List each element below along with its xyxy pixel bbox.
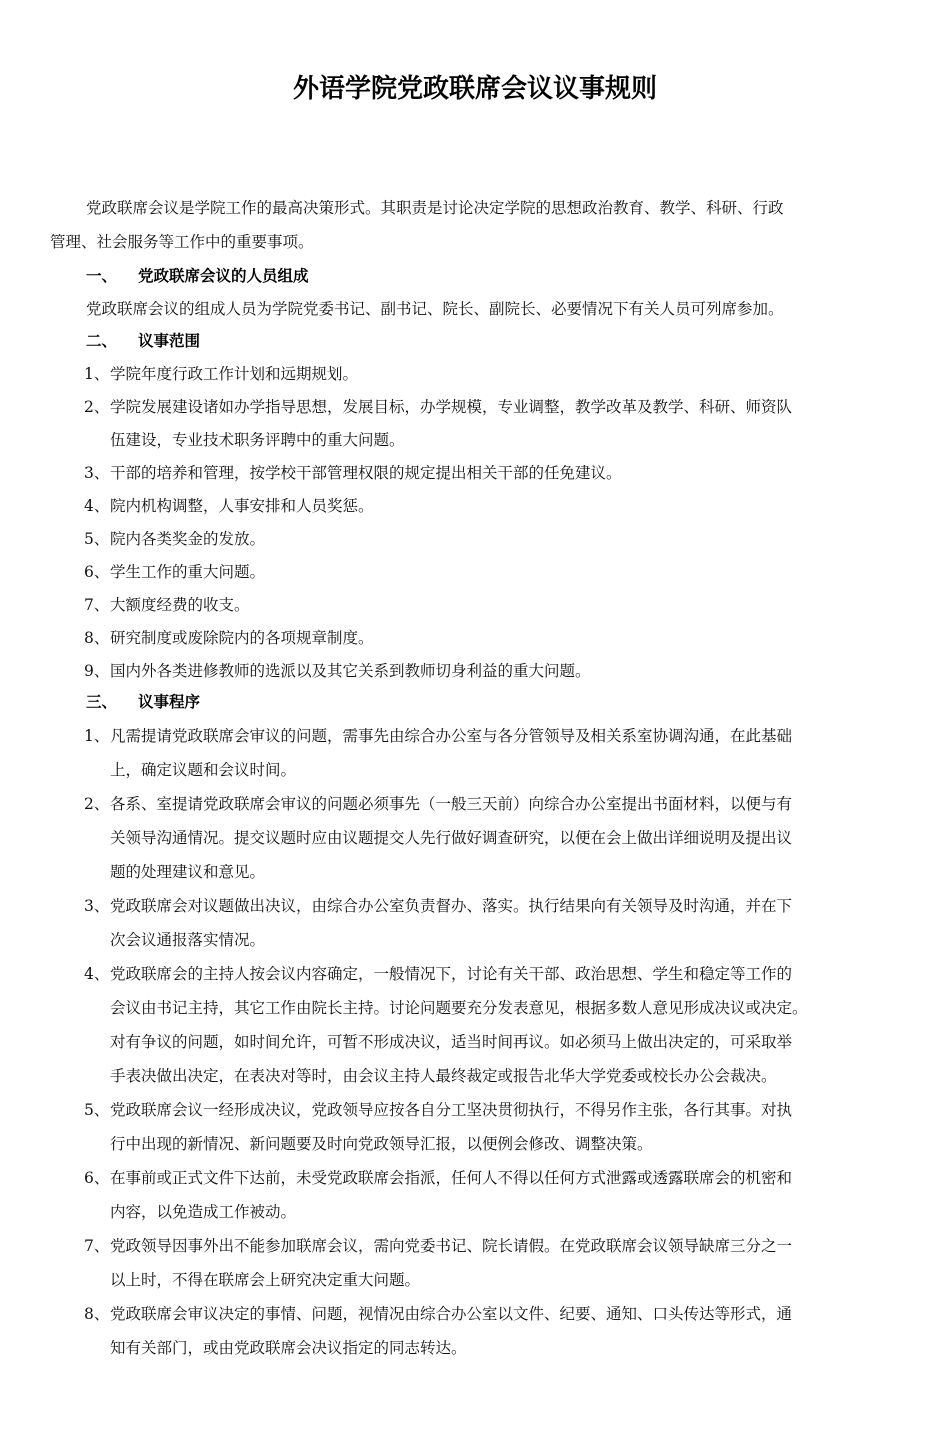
list-item-text: 上，确定议题和会议时间。 [110,761,297,779]
list-item-number: 4、 [84,497,110,515]
section-1-heading [86,260,309,292]
list-item-number: 2、 [84,398,110,416]
list-item-number: 3、 [84,464,110,482]
list-item-number: 1、 [84,727,110,745]
list-item-text: 关领导沟通情况。提交议题时应由议题提交人先行做好调查研究，以便在会上做出详细说明及提出议 [110,829,793,847]
list-item-number: 8、 [84,1305,110,1323]
list-item-text: 学院年度行政工作计划和远期规划。 [110,365,359,383]
section-3-title: 议事程序 [138,693,201,711]
list-item-number: 9、 [84,662,110,680]
list-item-text: 大额度经费的收支。 [110,596,250,614]
list-item-text: 内容，以免造成工作被动。 [110,1203,297,1221]
list-item-text: 次会议通报落实情况。 [110,931,266,949]
list-item-number: 2、 [84,795,110,813]
section-3-heading [86,686,200,718]
list-item-text: 干部的培养和管理，按学校干部管理权限的规定提出相关干部的任免建议。 [110,464,622,482]
list-item-text: 研究制度或废除院内的各项规章制度。 [110,629,374,647]
intro-line-1: 党政联席会议是学院工作的最高决策形式。其职责是讨论决定学院的思想政治教育、教学、科研、行政 [86,199,784,217]
list-item-text: 行中出现的新情况、新问题要及时向党政领导汇报，以便例会修改、调整决策。 [110,1135,653,1153]
list-item-number: 6、 [84,563,110,581]
intro-line-2: 管理、社会服务等工作中的重要事项。 [50,233,314,251]
list-item-text: 党政联席会对议题做出决议，由综合办公室负责督办、落实。执行结果向有关领导及时沟通，并在下 [110,897,793,915]
list-item-text: 对有争议的问题，如时间允许，可暂不形成决议，适当时间再议。如必须马上做出决定的，可采取举 [110,1033,793,1051]
list-item-number: 7、 [84,1237,110,1255]
list-item-text: 党政领导因事外出不能参加联席会议，需向党委书记、院长请假。在党政联席会议领导缺席三分之一 [110,1237,793,1255]
section-2-number: 二、 [86,332,118,350]
list-item-text: 会议由书记主持，其它工作由院长主持。讨论问题要充分发表意见，根据多数人意见形成决议或决定。 [110,999,808,1017]
section-2-title: 议事范围 [138,332,201,350]
list-item-number: 5、 [84,530,110,548]
list-item-text: 学生工作的重大问题。 [110,563,266,581]
list-item-text: 以上时，不得在联席会上研究决定重大问题。 [110,1271,421,1289]
list-item-text: 学院发展建设诸如办学指导思想，发展目标，办学规模，专业调整，教学改革及教学、科研、师资队 [110,398,793,416]
list-item-number: 8、 [84,629,110,647]
list-item-text: 国内外各类进修教师的选派以及其它关系到教师切身利益的重大问题。 [110,662,591,680]
list-item-number: 7、 [84,596,110,614]
list-item-text: 党政联席会审议决定的事情、问题，视情况由综合办公室以文件、纪要、通知、口头传达等形式，通 [110,1305,793,1323]
section-2-heading [86,325,200,357]
list-item-text: 知有关部门，或由党政联席会决议指定的同志转达。 [110,1339,467,1357]
list-item-text: 党政联席会的主持人按会议内容确定，一般情况下，讨论有关干部、政治思想、学生和稳定等工作的 [110,965,793,983]
list-item-number: 4、 [84,965,110,983]
section-1-title: 党政联席会议的人员组成 [138,267,309,285]
document-title: 外语学院党政联席会议议事规则 [292,74,657,104]
list-item-text: 院内机构调整，人事安排和人员奖惩。 [110,497,374,515]
list-item-number: 3、 [84,897,110,915]
section-1-number: 一、 [86,267,118,285]
list-item-text: 凡需提请党政联席会审议的问题，需事先由综合办公室与各分管领导及相关系室协调沟通，在此基础 [110,727,793,745]
list-item-number: 5、 [84,1101,110,1119]
list-item-text: 手表决做出决定，在表决对等时，由会议主持人最终裁定或报告北华大学党委或校长办公会裁决。 [110,1067,777,1085]
section-1-body: 党政联席会议的组成人员为学院党委书记、副书记、院长、副院长、必要情况下有关人员可列席参加。 [86,300,784,318]
list-item-number: 6、 [84,1169,110,1187]
list-item-text: 在事前或正式文件下达前，未受党政联席会指派，任何人不得以任何方式泄露或透露联席会的机密和 [110,1169,793,1187]
list-item-text: 院内各类奖金的发放。 [110,530,266,548]
list-item-text: 伍建设，专业技术职务评聘中的重大问题。 [110,431,405,449]
list-item-text: 题的处理建议和意见。 [110,863,266,881]
list-item-text: 各系、室提请党政联席会审议的问题必须事先（一般三天前）向综合办公室提出书面材料，以便与有 [110,795,793,813]
list-item-number: 1、 [84,365,110,383]
section-3-number: 三、 [86,693,118,711]
list-item-text: 党政联席会议一经形成决议，党政领导应按各自分工坚决贯彻执行，不得另作主张，各行其事。对执 [110,1101,793,1119]
